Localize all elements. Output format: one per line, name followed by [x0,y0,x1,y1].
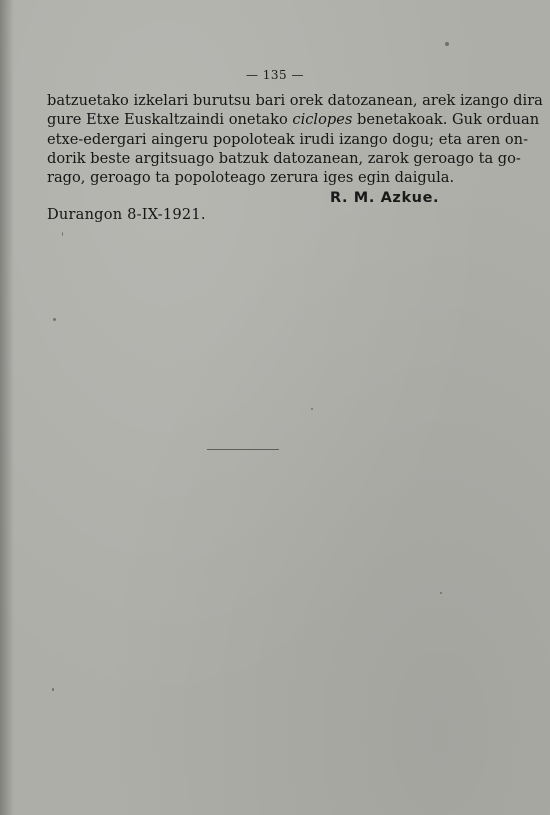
paper-speck [52,688,54,691]
paper-speck [311,408,313,410]
body-paragraph [47,91,543,187]
page-gutter-shadow [0,0,14,815]
paper-speck [53,318,56,321]
paragraph-line [47,110,540,129]
paragraph-line: batzuetako izkelari burutsu bari orek datozanean, arek izango dira [47,92,543,109]
italic-word: ciclopes [292,111,353,129]
paper-speck [62,232,63,236]
paragraph-text: benetakoak. Guk orduan [356,111,540,129]
paragraph-text: gure Etxe Euskaltzaindi onetako [47,111,288,129]
paper-speck [445,42,449,46]
paragraph-line: rago, geroago ta popoloteago zerura iges egin daigula. [47,169,455,187]
place-and-date: Durangon 8-IX-1921. [47,206,206,223]
section-divider [207,449,279,450]
page-number: — 135 — [245,68,305,82]
paper-speck [440,592,442,594]
paragraph-line: etxe-edergari aingeru popoloteak irudi izango dogu; eta aren on- [47,130,529,148]
paragraph-line: dorik beste argitsuago batzuk datozanean, zarok geroago ta go- [47,149,521,167]
author-signature: R. M. Azkue. [330,190,440,206]
